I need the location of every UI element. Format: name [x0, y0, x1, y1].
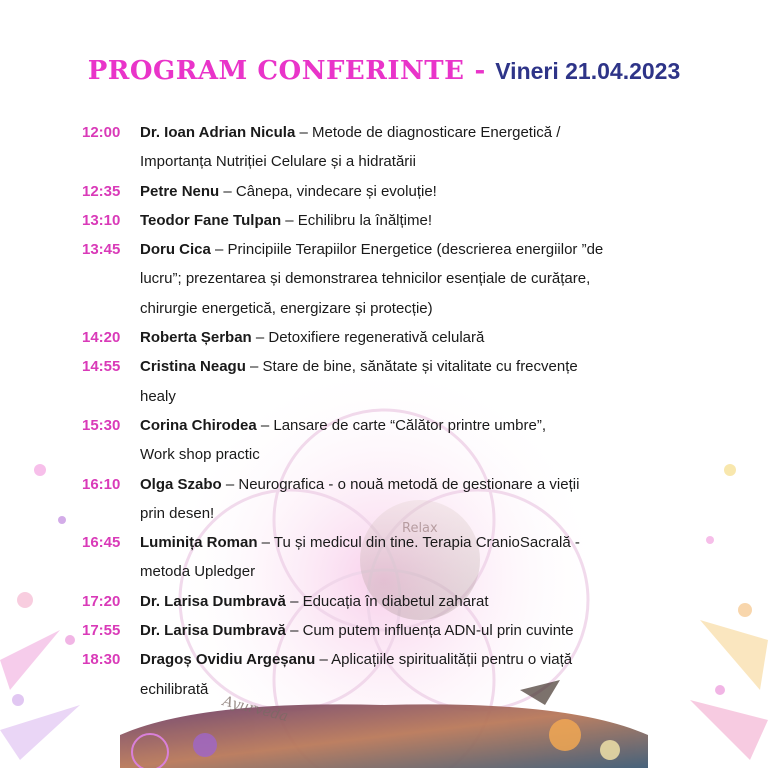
talk-title-line: – Tu și medicul din tine. Terapia CranioSacrală -: [257, 534, 580, 552]
speaker-name: Dragoș Ovidiu Argeșanu: [140, 651, 316, 669]
speaker-name: Corina Chirodea: [140, 416, 257, 434]
speaker-name: Olga Szabo: [140, 475, 222, 493]
entry-time: 18:30: [82, 651, 121, 669]
talk-title-line: Work shop practic: [140, 446, 260, 464]
title-text: PROGRAM CONFERINTE: [87, 56, 465, 86]
talk-title-line: – Principiile Terapiilor Energetice (descrierea energiilor ”de: [210, 241, 604, 259]
talk-title-line: chirurgie energetică, energizare și protecție): [140, 299, 433, 317]
entry-time: 17:20: [82, 592, 121, 610]
talk-title-line: echilibrată: [140, 680, 209, 698]
schedule-entry: [82, 352, 722, 411]
talk-title-line: – Detoxifiere regenerativă celulară: [251, 329, 485, 347]
schedule-entry: [82, 118, 722, 177]
relax-image-text: Relax: [402, 521, 438, 536]
schedule-entry: [82, 411, 722, 470]
talk-title-line: – Educația în diabetul zaharat: [285, 592, 489, 610]
entry-description: [140, 206, 722, 235]
schedule-entry: [82, 587, 722, 616]
entry-description: [140, 323, 722, 352]
talk-title-line: prin desen!: [140, 504, 215, 522]
entry-time: 14:20: [82, 329, 121, 347]
speaker-name: Petre Nenu: [140, 182, 220, 200]
schedule-entry: [82, 470, 722, 529]
entry-description: [140, 177, 722, 206]
entry-description: [140, 118, 722, 177]
entry-description: [140, 352, 722, 411]
speaker-name: Cristina Neagu: [140, 358, 246, 376]
page-title: [0, 56, 768, 86]
entry-description: [140, 528, 722, 587]
speaker-name: Dr. Larisa Dumbravă: [140, 622, 286, 640]
speaker-name: Dr. Larisa Dumbravă: [140, 592, 286, 610]
ayurveda-image-text: Ayurveda: [221, 693, 290, 726]
schedule-entry: [82, 616, 722, 645]
speaker-name: Roberta Șerban: [140, 329, 252, 347]
entry-description: [140, 587, 722, 616]
title-date: Vineri 21.04.2023: [495, 58, 681, 84]
entry-time: 17:55: [82, 622, 121, 640]
entry-description: [140, 235, 722, 323]
entry-time: 15:30: [82, 416, 121, 434]
schedule-entry: [82, 528, 722, 587]
entry-description: [140, 411, 722, 470]
talk-title-line: – Echilibru la înălțime!: [281, 211, 433, 229]
speaker-name: Doru Cica: [140, 241, 211, 259]
entry-description: [140, 616, 722, 645]
title-dash: -: [474, 56, 486, 86]
schedule-list: [82, 118, 722, 704]
speaker-name: Dr. Ioan Adrian Nicula: [140, 124, 296, 141]
talk-title-line: lucru”; prezentarea și demonstrarea tehnicilor esențiale de curățare,: [140, 270, 591, 288]
talk-title-line: – Cum putem influența ADN-ul prin cuvinte: [285, 622, 574, 640]
entry-description: [140, 470, 722, 529]
talk-title-line: metoda Upledger: [140, 563, 256, 581]
entry-time: 12:00: [82, 124, 121, 141]
schedule-entry: [82, 206, 722, 235]
talk-title-line: – Lansare de carte “Călător printre umbre”,: [256, 416, 546, 434]
talk-title-line: – Cânepa, vindecare și evoluție!: [219, 182, 437, 200]
talk-title-line: – Metode de diagnosticare Energetică /: [295, 124, 561, 141]
talk-title-line: – Neurografica - o nouă metodă de gestionare a vieții: [221, 475, 580, 493]
speaker-name: Teodor Fane Tulpan: [140, 211, 282, 229]
schedule-entry: [82, 323, 722, 352]
entry-time: 12:35: [82, 182, 121, 200]
entry-time: 16:45: [82, 534, 121, 552]
schedule-entry: [82, 177, 722, 206]
speaker-name: Luminița Roman: [140, 534, 258, 552]
talk-title-line: – Stare de bine, sănătate și vitalitate cu frecvențe: [245, 358, 578, 376]
entry-description: [140, 645, 722, 704]
talk-title-line: Importanța Nutriției Celulare și a hidratării: [140, 153, 416, 171]
entry-time: 16:10: [82, 475, 121, 493]
entry-time: 13:45: [82, 241, 121, 259]
talk-title-line: – Aplicațiile spiritualității pentru o viață: [315, 651, 573, 669]
schedule-entry: [82, 645, 722, 704]
talk-title-line: healy: [140, 387, 176, 405]
schedule-entry: [82, 235, 722, 323]
entry-time: 13:10: [82, 211, 121, 229]
entry-time: 14:55: [82, 358, 121, 376]
